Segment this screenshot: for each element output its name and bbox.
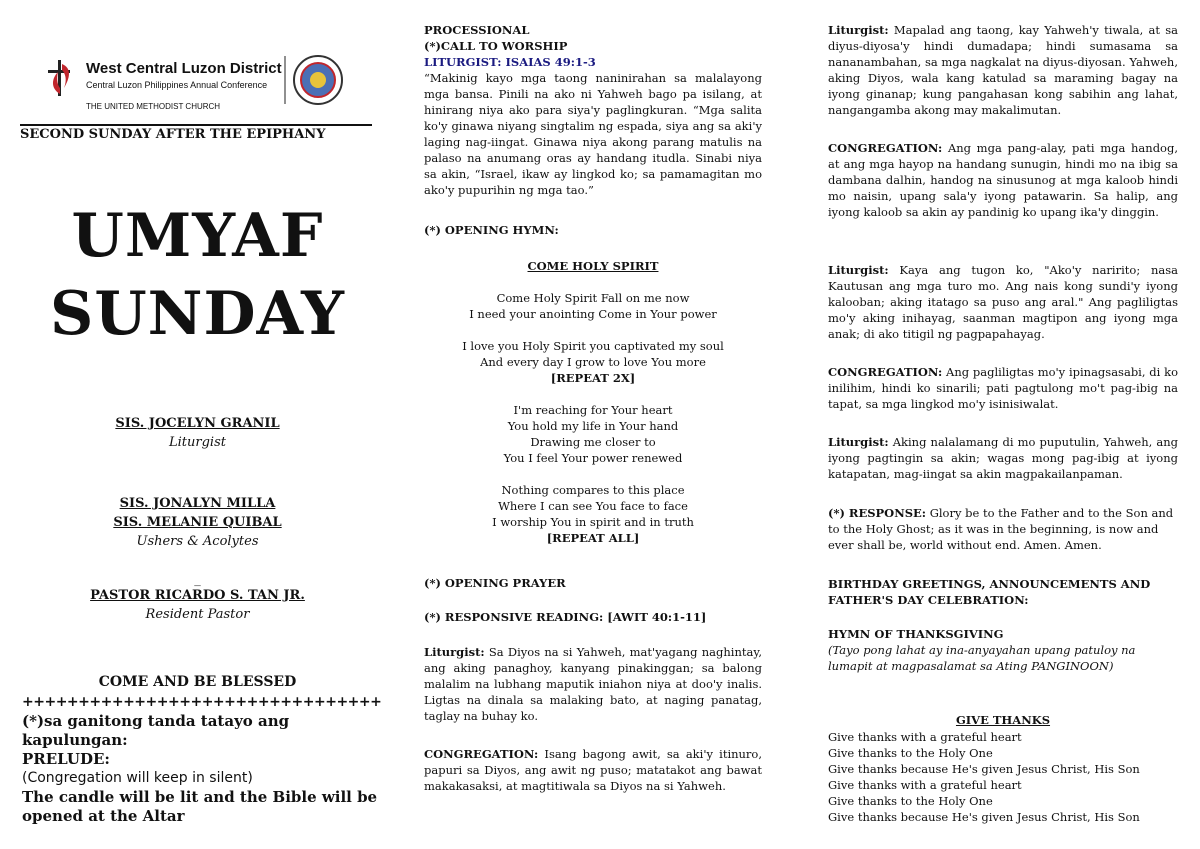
reading-congregation-3 [828, 364, 1178, 412]
lyric-line: You hold my life in Your hand [507, 419, 679, 433]
reading-text: Mapalad ang taong, kay Yahweh'y tiwala, at sa diyus-diyosa'y hindi dumadapa; hindi sumasama sa nananambahan, sa mga nagkalat na diyus-diyosan. Yahweh, aking Diyos, wala kang katulad sa maraming bagay na iyong ginanap; kung pangahasan kong sabihin ang lahat, nangangamba akong may makalimutan. [828, 23, 1178, 117]
person-name: PASTOR RICARDO S. TAN JR. [90, 588, 305, 603]
speaker-label: Liturgist: [424, 645, 485, 659]
lyric-line: Give thanks to the Holy One [828, 746, 993, 760]
reading-liturgist-4 [828, 434, 1178, 482]
lyric-gap [424, 386, 762, 402]
repeat-marker: [REPEAT ALL] [546, 531, 640, 545]
lyric-line: Drawing me closer to [530, 435, 656, 449]
lyric-line: You I feel Your power renewed [503, 451, 683, 465]
response-text: Glory be to the Father and to the Son and to the Holy Ghost; as it was in the beginning, is now and ever shall be, world without end. Amen. Amen. [828, 506, 1174, 552]
reading-congregation-1 [424, 746, 762, 794]
give-thanks-lyrics [828, 729, 1178, 825]
header-divider [20, 124, 372, 126]
scripture-reference: LITURGIST: ISAIAS 49:1-3 [424, 55, 596, 69]
person-role: Ushers & Acolytes [136, 534, 259, 549]
prelude-heading: PRELUDE: [22, 750, 110, 768]
liturgist-credit [20, 414, 375, 452]
speaker-label: CONGREGATION: [424, 747, 539, 761]
repeat-marker: [REPEAT 2X] [550, 371, 636, 385]
hymn-lyrics [424, 290, 762, 546]
reading-text: Kaya ang tugon ko, "Ako'y naririto; nasa Kautusan ang mga turo mo. Ang nais kong sundi'y iyong kalooban; aking itatago sa puso ang aral." Ang pagliligtas mo'y aking inihayag, saanman magtipon ang iyong mga anak; di ako titigil ng pagpapahayag. [828, 263, 1178, 341]
lyric-gap [424, 322, 762, 338]
speaker-label: CONGREGATION: [828, 141, 943, 155]
silent-note: (Congregation will keep in silent) [22, 770, 253, 786]
processional-heading: PROCESSIONAL [424, 23, 530, 37]
reading-text: Aking nalalamang di mo puputulin, Yahweh, ang iyong pagtingin sa akin; wagas mong pag-ibig at iyong katapatan, mag-iingat sa akin magpakailanpaman. [828, 435, 1178, 481]
prelude-block [22, 712, 382, 826]
thanksgiving-note: (Tayo pong lahat ay ina-anyayahan upang patuloy na lumapit at magpasalamat sa Ating PANGINOON) [828, 643, 1136, 673]
reading-liturgist-1 [424, 644, 762, 724]
person-name: SIS. JONALYN MILLA [119, 496, 276, 511]
reading-text: Isang bagong awit, sa aki'y itinuro, papuri sa Diyos, ang awit ng puso; matatakot ang bawat makakasaksi, at magtitiwala sa Diyos na si Yahweh. [424, 747, 763, 793]
call-heading: (*)CALL TO WORSHIP [424, 39, 568, 53]
speaker-label: Liturgist: [828, 435, 889, 449]
lyric-line: And every day I grow to love You more [480, 355, 706, 369]
come-and-be-blessed: COME AND BE BLESSED [98, 674, 297, 690]
opening-prayer-heading: (*) OPENING PRAYER [424, 576, 566, 590]
occasion-heading: SECOND SUNDAY AFTER THE EPIPHANY [20, 127, 326, 142]
hymn-of-thanksgiving-heading: HYMN OF THANKSGIVING [828, 627, 1004, 641]
reading-liturgist-2 [828, 22, 1178, 118]
hymn-title: COME HOLY SPIRIT [527, 259, 659, 273]
responsive-reading-heading: (*) RESPONSIVE READING: [AWIT 40:1-11] [424, 610, 707, 624]
title-line-1: UMYAF [71, 201, 324, 271]
pastor-credit [20, 574, 375, 624]
lyric-line: Give thanks because He's given Jesus Christ, His Son [828, 810, 1140, 824]
district-name: West Central Luzon District [86, 60, 282, 77]
speaker-label: Liturgist: [828, 23, 889, 37]
candle-note: The candle will be lit and the Bible will be opened at the Altar [22, 788, 378, 825]
lyric-line: Give thanks with a grateful heart [828, 778, 1022, 792]
lyric-line: Come Holy Spirit Fall on me now [496, 291, 690, 305]
conference-name: Central Luzon Philippines Annual Conference [86, 80, 268, 90]
lyric-gap [424, 466, 762, 482]
lyric-line: I need your anointing Come in Your power [469, 307, 717, 321]
response-block [828, 505, 1178, 553]
reading-text: Sa Diyos na si Yahweh, mat'yagang naghintay, ang aking panaghoy, kanyang pinakinggan; sa balong malalim na lubhang maputik iniahon niya at doo'y inalis. Ligtas na dinala sa malaking bato, at naging panatag, taglay na buhay ko. [424, 645, 762, 723]
lyric-line: Where I can see You face to face [498, 499, 688, 513]
speaker-label: Liturgist: [828, 263, 889, 277]
lyric-line: Give thanks with a grateful heart [828, 730, 1022, 744]
speaker-label: CONGREGATION: [828, 365, 943, 379]
opening-hymn-heading: (*) OPENING HYMN: [424, 223, 559, 237]
lyric-line: I love you Holy Spirit you captivated my soul [462, 339, 724, 353]
lyric-line: Give thanks because He's given Jesus Christ, His Son [828, 762, 1140, 776]
reading-congregation-2 [828, 140, 1178, 220]
reading-text: Ang mga pang-alay, pati mga handog, at ang mga hayop na handang sunugin, hindi mo na ibig sa dambana dalhin, handog na sinusunog at mga kaloob hindi mo naisin, upang sala'y iyong patawarin. Sa halip, ang iyong kaloob sa akin ay pandinig ko upang ika'y dinggin. [828, 141, 1178, 219]
title-line-2: SUNDAY [50, 279, 345, 349]
stand-instruction: (*)sa ganitong tanda tatayo ang kapulungan: [22, 712, 290, 749]
plus-divider: ++++++++++++++++++++++++++++++++ [22, 694, 382, 710]
lyric-line: I worship You in spirit and in truth [492, 515, 694, 529]
give-thanks-title: GIVE THANKS [955, 713, 1051, 727]
person-name: SIS. JOCELYN GRANIL [115, 416, 280, 431]
church-name: THE UNITED METHODIST CHURCH [86, 102, 221, 111]
person-role: Liturgist [169, 435, 226, 450]
call-text: “Makinig kayo mga taong naninirahan sa malalayong mga bansa. Pinili na ako ni Yahweh bago pa isilang, at hinirang niya ako para siya'y paglingkuran. “Mga salita ko'y ginawa niyang singtalim ng espada, siya ang sa aki'y laging nag-iingat. Ginawa niya akong parang matulis na palaso na anumang oras ay handang itudla. Sinabi niya sa akin, “Israel, ikaw ay lingkod ko; sa pamamagitan mo ako'y pupurihin ng mga tao.” [424, 71, 762, 197]
lyric-line: Give thanks to the Holy One [828, 794, 993, 808]
ushers-credit [20, 494, 375, 551]
speaker-label: (*) RESPONSE: [828, 506, 927, 520]
person-role: Resident Pastor [145, 607, 250, 622]
lyric-line: I'm reaching for Your heart [513, 403, 673, 417]
lyric-line: Nothing compares to this place [501, 483, 685, 497]
call-to-worship-section [424, 22, 762, 198]
reading-text: Ang pagliligtas mo'y ipinagsasabi, di ko inilihim, hindi ko sinarili; pati pagtulong mo't pag-ibig na tapat, sa mga lingkod mo'y isinisiwalat. [828, 365, 1178, 411]
person-name-2: SIS. MELANIE QUIBAL [113, 515, 282, 530]
dash-mark: _ [194, 572, 201, 587]
district-logo [30, 44, 350, 116]
announcements-heading: BIRTHDAY GREETINGS, ANNOUNCEMENTS AND FATHER'S DAY CELEBRATION: [828, 577, 1151, 607]
reading-liturgist-3 [828, 262, 1178, 342]
